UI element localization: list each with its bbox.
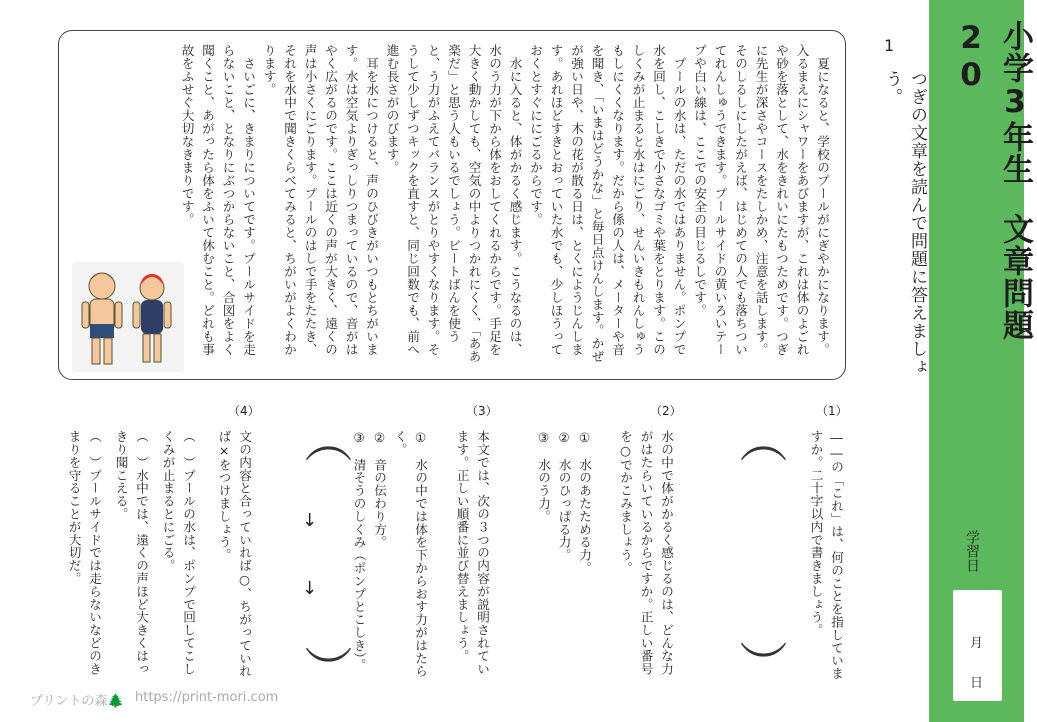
day-label: 日 xyxy=(970,676,984,691)
reading-passage xyxy=(170,44,832,366)
q2-options xyxy=(530,430,594,680)
instruction-text: つぎの文章を読んで問題に答えましょう。 xyxy=(882,70,927,376)
problem-number: 1 xyxy=(884,36,895,55)
q3-text: 本文では、次の３つの内容が説明されています。正しい順番に並び替えましょう。 xyxy=(454,430,490,676)
q2-option[interactable]: ② 水のひっぱる力。 xyxy=(556,430,572,562)
q3-options xyxy=(351,430,430,680)
q1-answer-area[interactable] xyxy=(722,440,772,660)
q3-option: ③ 清そうのしくみ（ポンプとこしき）。 xyxy=(351,430,367,672)
passage-paragraph: プールの水は、ただの水ではありません。ポンプで水を回し、こしきで小さなゴミや葉をとります。このしくみが止まると水はにごり、せんいきもれんしゅうもしにくくなります。だから係の人は、メーターや音を聞き、「いまはどうかな」と毎日点けんします。かぜが強い日や、木の花が散る日は、とくにようじんします。あれほどすきとおっていた水でも、少しほうっておくとすぐににごるからです。 xyxy=(528,44,687,363)
passage-paragraph: 水に入ると、体がかるく感じます。こうなるのは、水のう力が下から体をおしてくれるからです。手足を大きく動かしても、空気の中よりつかれにくく、「ああ楽だ」と思う人もいるでしょう。ビートばんを使うと、う力がふえてバランスがとりやすくなります。そうして少しずつキックを直すと、同じ回数でも、前へ進む長さがのびます。 xyxy=(384,44,523,363)
q4-text: 文の内容と合っていれば○、ちがっていれば×をつけましょう。 xyxy=(216,430,252,678)
passage-paragraph: さいごに、きまりについてです。プールサイドを走らないこと、となりにぶつからないこと、合図をよく聞くこと、あがったら体をふいて休むこと。どれも事故をふせぐ大切なきまりです。 xyxy=(179,44,256,356)
q2-number: （2） xyxy=(650,404,682,418)
date-label: 学習日 xyxy=(964,530,980,572)
answer-bracket-close: ︶ xyxy=(731,640,787,688)
q3-option: ① 水の中では体を下からおす力がはたらく。 xyxy=(392,430,428,678)
answer-bracket-open: ︵ xyxy=(296,415,352,463)
q4-number: （4） xyxy=(228,404,260,418)
q2-text: 水の中で体がかるく感じるのは、どんな力がはたらいているからですか。正しい番号を○でかこみましょう。 xyxy=(618,430,674,676)
q2-option[interactable]: ① 水のあたためる力。 xyxy=(577,430,592,575)
site-logo: プリントの森🌲 xyxy=(30,694,124,709)
girl-figure xyxy=(133,274,171,362)
down-arrow-icon: ↓ xyxy=(302,510,318,531)
worksheet-title: 小学3年生文章問題20 xyxy=(953,20,1033,341)
q4-item[interactable]: （ ）プールサイドでは走らないなどのきまりを守ることが大切だ。 xyxy=(66,430,102,676)
q4-item[interactable]: （ ）水中では、遠くの声ほど大きくはっきり聞こえる。 xyxy=(113,430,149,676)
q4-item[interactable]: （ ）プールの水は、ポンプで回してこしくみが止まるとにごる。 xyxy=(160,430,196,676)
children-illustration xyxy=(72,262,184,372)
month-label: 月 xyxy=(970,636,984,651)
q2-option[interactable]: ③ 水のう力。 xyxy=(536,430,551,523)
passage-paragraph: 耳を水につけると、声のひびきがいつもとちがいます。水は空気よりぎっしりつまっているので、音がはやく広がるのです。ここは近くの声が大きく、遠くの声は小さくにごります。プールのはしで手をたたき、それを水中で聞きくらべてみると、ちがいがよくわかります。 xyxy=(261,44,379,356)
passage-paragraph: 夏になると、学校のプールがにぎやかになります。入るまえにシャワーをあびますが、これは体のよごれや砂を落として、水をきれいにたもつためです。つぎに先生が深さやコースをたしかめ、注意を話します。そのしるしにしたがえば、はじめての人でも落ちついてれんしゅうできます。プールサイドの黄いろいテープや白い線は、ここでの安全の目じるしです。 xyxy=(692,44,830,356)
down-arrow-icon: ↓ xyxy=(302,578,318,599)
answer-bracket-open: ︵ xyxy=(731,415,787,463)
q1-text: ――の「これ」は、何のことを指していますか。二十字以内で書きましょう。 xyxy=(808,430,844,680)
site-url[interactable]: https://print-mori.com xyxy=(135,690,279,705)
q3-answer-area[interactable] xyxy=(290,440,330,670)
answer-bracket-close: ︶ xyxy=(296,645,352,693)
q3-option: ② 音の伝わり方。 xyxy=(372,430,387,549)
boy-figure xyxy=(82,273,122,364)
q4-items xyxy=(68,430,198,680)
q3-number: （3） xyxy=(466,404,498,418)
q1-number: （1） xyxy=(816,404,848,418)
